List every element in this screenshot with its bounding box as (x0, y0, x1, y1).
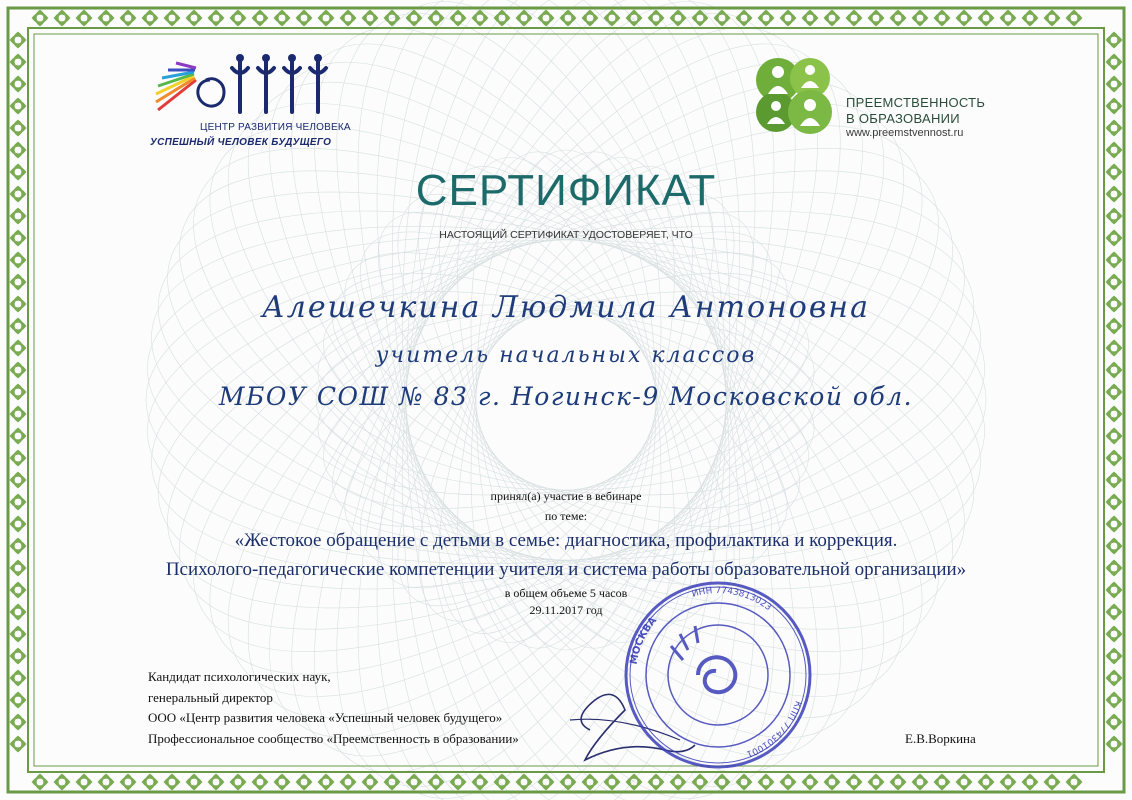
topic-line-1: «Жестокое обращение с детьми в семье: диагностика, профилактика и коррекция. (234, 530, 898, 551)
certificate-date: 29.11.2017 год (529, 603, 603, 617)
stamp-city: МОСКВА (628, 615, 660, 666)
green-clover-people-logo-icon (748, 50, 843, 145)
logo-right-url: www.preemstvennost.ru (846, 127, 964, 139)
center-development-logo (148, 50, 351, 155)
logo-right-line1: ПРЕЕМСТВЕННОСТЬ (846, 95, 986, 110)
rainbow-figures-logo-icon (148, 50, 338, 125)
certificate-subtitle: НАСТОЯЩИЙ СЕРТИФИКАТ УДОСТОВЕРЯЕТ, ЧТО (439, 229, 693, 241)
participation-text: принял(а) участие в вебинаре (490, 489, 642, 503)
logo-right-line2: В ОБРАЗОВАНИИ (846, 111, 960, 126)
round-seal-stamp (618, 580, 818, 770)
topic-line-2: Психолого-педагогические компетенции учителя и система работы образовательной организации» (165, 559, 967, 580)
hours-volume: в общем объеме 5 часов (504, 586, 628, 600)
recipient-name: Алешечкина Людмила Антоновна (262, 290, 870, 325)
logo-left-line2: УСПЕШНЫЙ ЧЕЛОВЕК БУДУЩЕГО (150, 137, 332, 148)
logo-left-line1: ЦЕНТР РАЗВИТИЯ ЧЕЛОВЕКА (200, 122, 351, 133)
preemstvennost-logo (748, 50, 1008, 145)
signatory-name: Е.В.Воркина (905, 731, 976, 746)
svg-text:ИНН 7743813023 (691, 586, 773, 613)
signatory-role: генеральный директор (148, 689, 273, 705)
recipient-position: учитель начальных классов (375, 343, 757, 368)
signatory-community: Профессиональное сообщество «Преемственность в образовании» (148, 730, 519, 746)
recipient-organization: МБОУ СОШ № 83 г. Ногинск-9 Московской обл. (218, 382, 914, 411)
certificate-title: СЕРТИФИКАТ (415, 166, 717, 215)
signatory-company: ООО «Центр развития человека «Успешный человек будущего» (148, 710, 503, 725)
signatory-block (148, 667, 519, 749)
stamp-inn: ИНН 7743813023 (690, 585, 774, 614)
topic-label: по теме: (544, 509, 588, 523)
stamp-kpp: КПП 774301001 (744, 699, 803, 759)
signatory-degree: Кандидат психологических наук, (148, 669, 331, 684)
